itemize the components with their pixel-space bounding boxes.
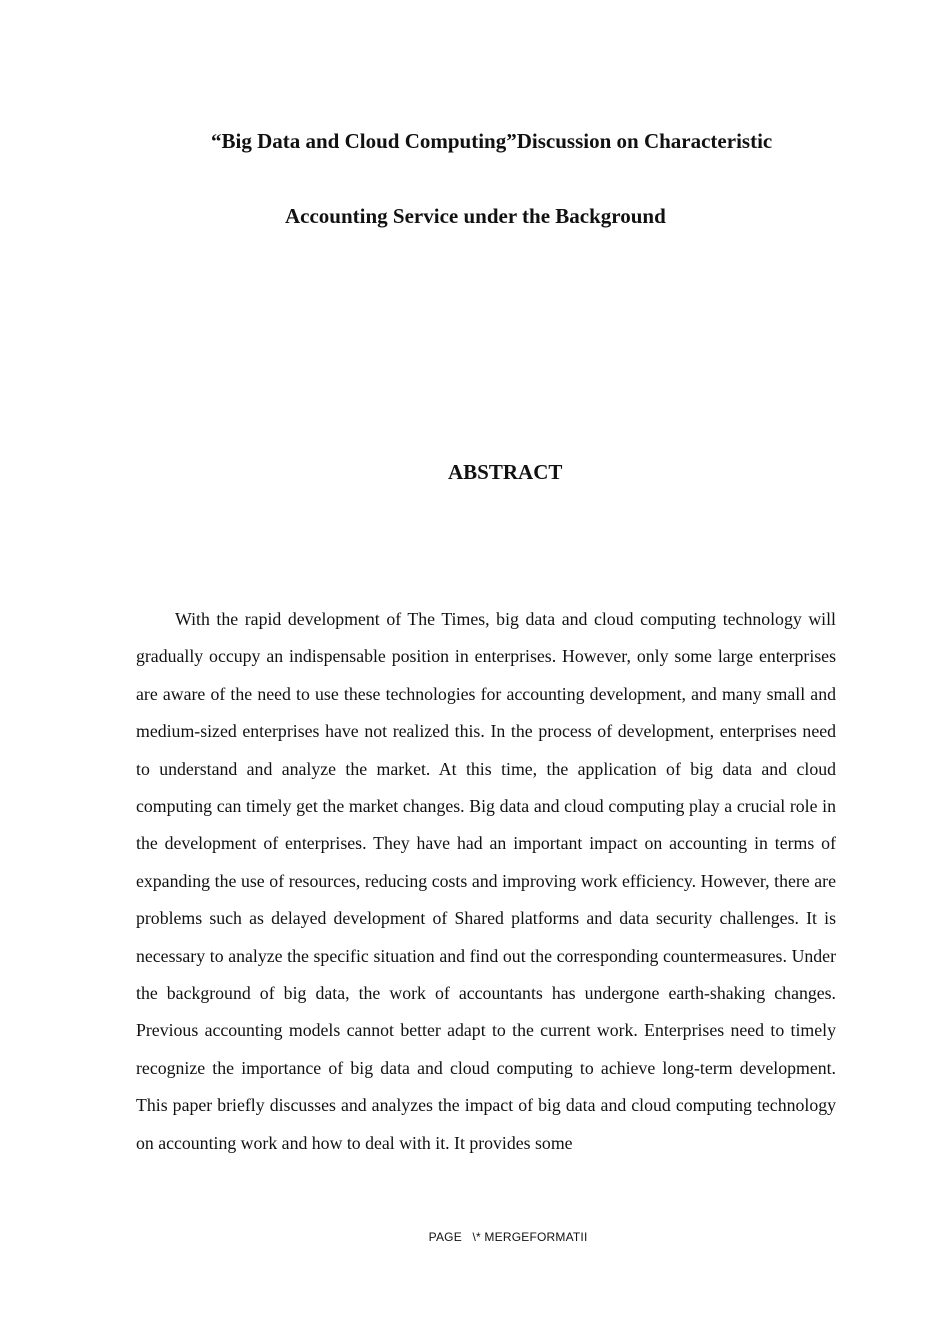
- abstract-heading: ABSTRACT: [448, 460, 563, 484]
- document-title-line-1: “Big Data and Cloud Computing”Discussion on Characteristic: [211, 129, 773, 153]
- document-title-line-2: Accounting Service under the Background: [285, 204, 666, 228]
- abstract-paragraph: With the rapid development of The Times, big data and cloud computing technology will gradually occupy an indispensable position in enterprises. However, only some large enterprises are aware of the need to use these technologies for accounting development, and many small and medium-sized enterprises have not realized this. In the process of development, enterprises need to understand and analyze the market. At this time, the application of big data and cloud computing can timely get the market changes. Big data and cloud computing play a crucial role in the development of enterprises. They have had an important impact on accounting in terms of expanding the use of resources, reducing costs and improving work efficiency. However, there are problems such as delayed development of Shared platforms and data security challenges. It is necessary to analyze the specific situation and find out the corresponding countermeasures. Under the background of big data, the work of accountants has undergone earth-shaking changes. Previous accounting models cannot better adapt to the current work. Enterprises need to timely recognize the importance of big data and cloud computing to achieve long-term development. This paper briefly discusses and analyzes the impact of big data and cloud computing technology on accounting work and how to deal with it. It provides some: [136, 609, 836, 1153]
- page-number-field: PAGE \* MERGEFORMATII: [428, 1230, 588, 1244]
- page-footer: [0, 1213, 950, 1261]
